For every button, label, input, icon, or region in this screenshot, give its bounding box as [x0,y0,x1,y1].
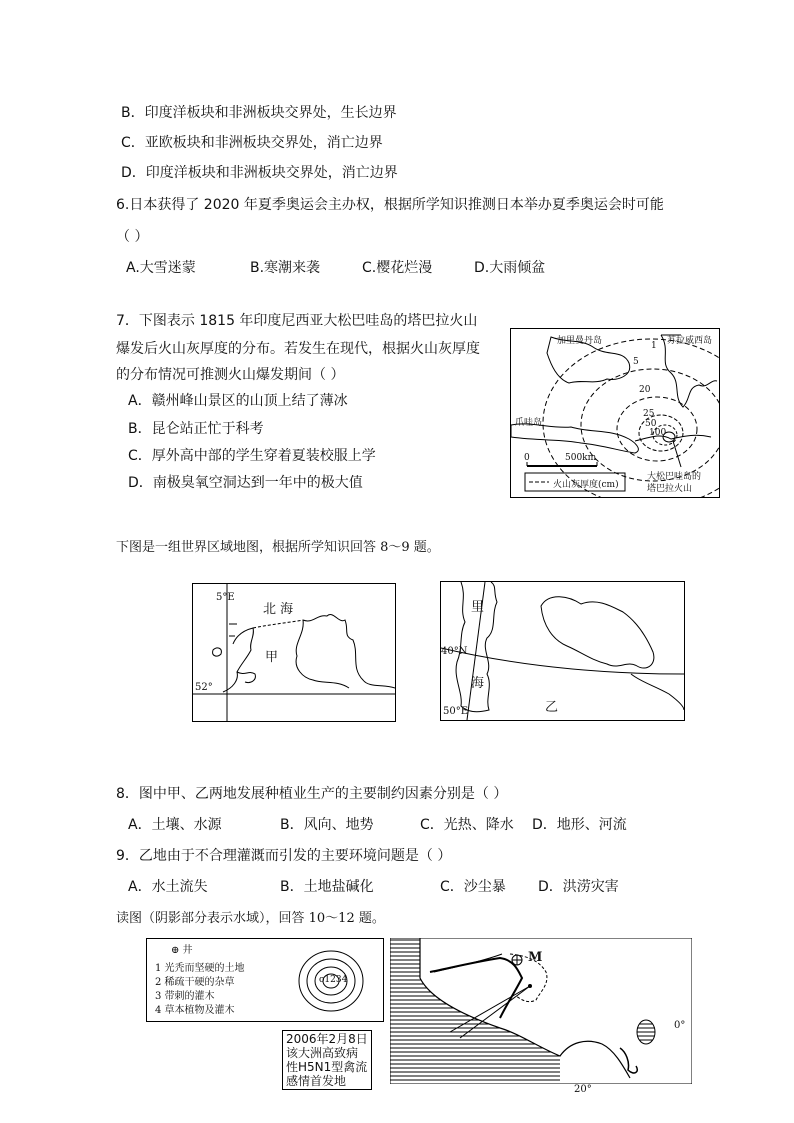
q9-option-c: C．沙尘暴 [440,879,506,895]
q5-option-c: C．亚欧板块和非洲板块交界处，消亡边界 [121,135,383,151]
legend-item-1: 1 光秃而坚硬的土地 [155,963,245,974]
q7-stem-line1: 7．下图表示 1815 年印度尼西亚大松巴哇岛的塔巴拉火山 [116,313,478,329]
left-map-lon-label: 5°E [216,592,235,603]
q7-option-a: A．赣州峰山景区的山顶上结了薄冰 [128,393,348,409]
rings-label: o1234 [319,975,348,985]
q6-option-d: D.大雨倾盆 [474,260,546,276]
contour-1: 1 [651,341,657,351]
q8-option-c: C．光热、降水 [420,817,514,833]
callout-line-3: 性H5N1型禽流 [286,1060,368,1074]
volcano-ash-map [510,328,720,498]
q9-option-a: A．水土流失 [128,879,208,895]
left-map-place-label: 甲 [265,650,279,665]
contour-50: 50 [645,419,657,429]
label-kalimantan: 加里曼丹岛 [557,336,603,346]
q7-stem-line2: 爆发后火山灰厚度的分布。若发生在现代，根据火山灰厚度 [116,341,480,357]
q5-option-d: D．印度洋板块和非洲板块交界处，消亡边界 [121,165,398,181]
q7-option-d: D．南极臭氧空洞达到一年中的极大值 [128,475,363,491]
right-map-sea-char-1: 里 [471,600,485,615]
volcano-label-line1: 大松巴哇岛的 [647,472,702,482]
volcano-label-line2: 塔巴拉火山 [647,484,693,494]
intro-8-9: 下图是一组世界区域地图，根据所学知识回答 8～9 题。 [116,540,440,555]
right-map-place-label: 乙 [545,700,559,715]
q7-option-c: C．厚外高中部的学生穿着夏装校服上学 [128,448,376,464]
q6-option-c: C.樱花烂漫 [362,260,433,276]
q5-option-b: B．印度洋板块和非洲板块交界处，生长边界 [121,105,397,121]
label-java: 爪哇岛 [515,418,543,428]
scale-label: 500km [565,453,597,463]
q6-paren: （ ） [116,229,149,245]
scale-zero: 0 [524,453,530,463]
q8-option-a: A．土壤、水源 [128,817,222,833]
q6-options [126,258,545,278]
africa-lat-label: 0° [674,1020,686,1031]
map-north-sea-drawing [193,584,395,721]
right-map-lon-label: 50°E [443,706,469,717]
right-map-lat-label: 40°N [441,646,468,657]
q7-stem-line3: 的分布情况可推测火山爆发期间（ ） [116,367,345,383]
map-africa [390,938,692,1095]
q6-option-b: B.寒潮来袭 [250,260,321,276]
q8-stem: 8．图中甲、乙两地发展种植业生产的主要制约因素分别是（ ） [116,786,508,802]
q9-stem: 9．乙地由于不合理灌溉而引发的主要环境问题是（ ） [116,848,452,864]
map-caspian [440,581,685,721]
callout-line-1: 2006年2月8日 [286,1032,368,1046]
contour-5: 5 [633,357,639,367]
africa-lon-label: 20° [574,1084,592,1095]
q7-option-b: B．昆仑站正忙于科考 [128,421,264,437]
marker-m-label: M [528,950,543,965]
legend-well: ⊕ 井 [171,945,193,956]
q9-options [128,877,619,897]
q9-option-d: D．洪涝灾害 [538,879,619,895]
contour-25: 25 [643,409,655,419]
q6-stem: 6.日本获得了 2020 年夏季奥运会主办权，根据所学知识推测日本举办夏季奥运会时可能 [116,197,664,213]
q6-option-a: A.大雪迷蒙 [126,260,196,276]
bird-flu-callout [282,1030,372,1090]
contour-100: 100 [649,428,667,438]
q8-option-b: B．风向、地势 [280,817,374,833]
legend-item-2: 2 稀疏干硬的杂草 [155,977,235,988]
q8-option-d: D．地形、河流 [532,817,627,833]
right-map-sea-char-2: 海 [471,676,485,691]
q9-option-b: B．土地盐碱化 [280,879,374,895]
callout-line-2: 该大洲高致病 [286,1046,359,1060]
callout-line-4: 感情首发地 [286,1074,347,1088]
intro-10-12: 读图（阴影部分表示水域），回答 10～12 题。 [116,911,385,926]
label-sulawesi: 苏拉威西岛 [667,336,713,346]
africa-legend [146,938,384,1022]
left-map-lat-label: 52° [195,682,213,693]
legend-item-3: 3 带刺的灌木 [155,991,215,1002]
legend-item-4: 4 草本植物及灌木 [155,1005,235,1016]
map-north-sea [192,583,396,722]
legend-ash-thickness: 火山灰厚度(cm) [553,480,619,490]
contour-20: 20 [639,385,651,395]
q8-options [128,815,627,835]
left-map-sea-label: 北 海 [263,602,294,617]
